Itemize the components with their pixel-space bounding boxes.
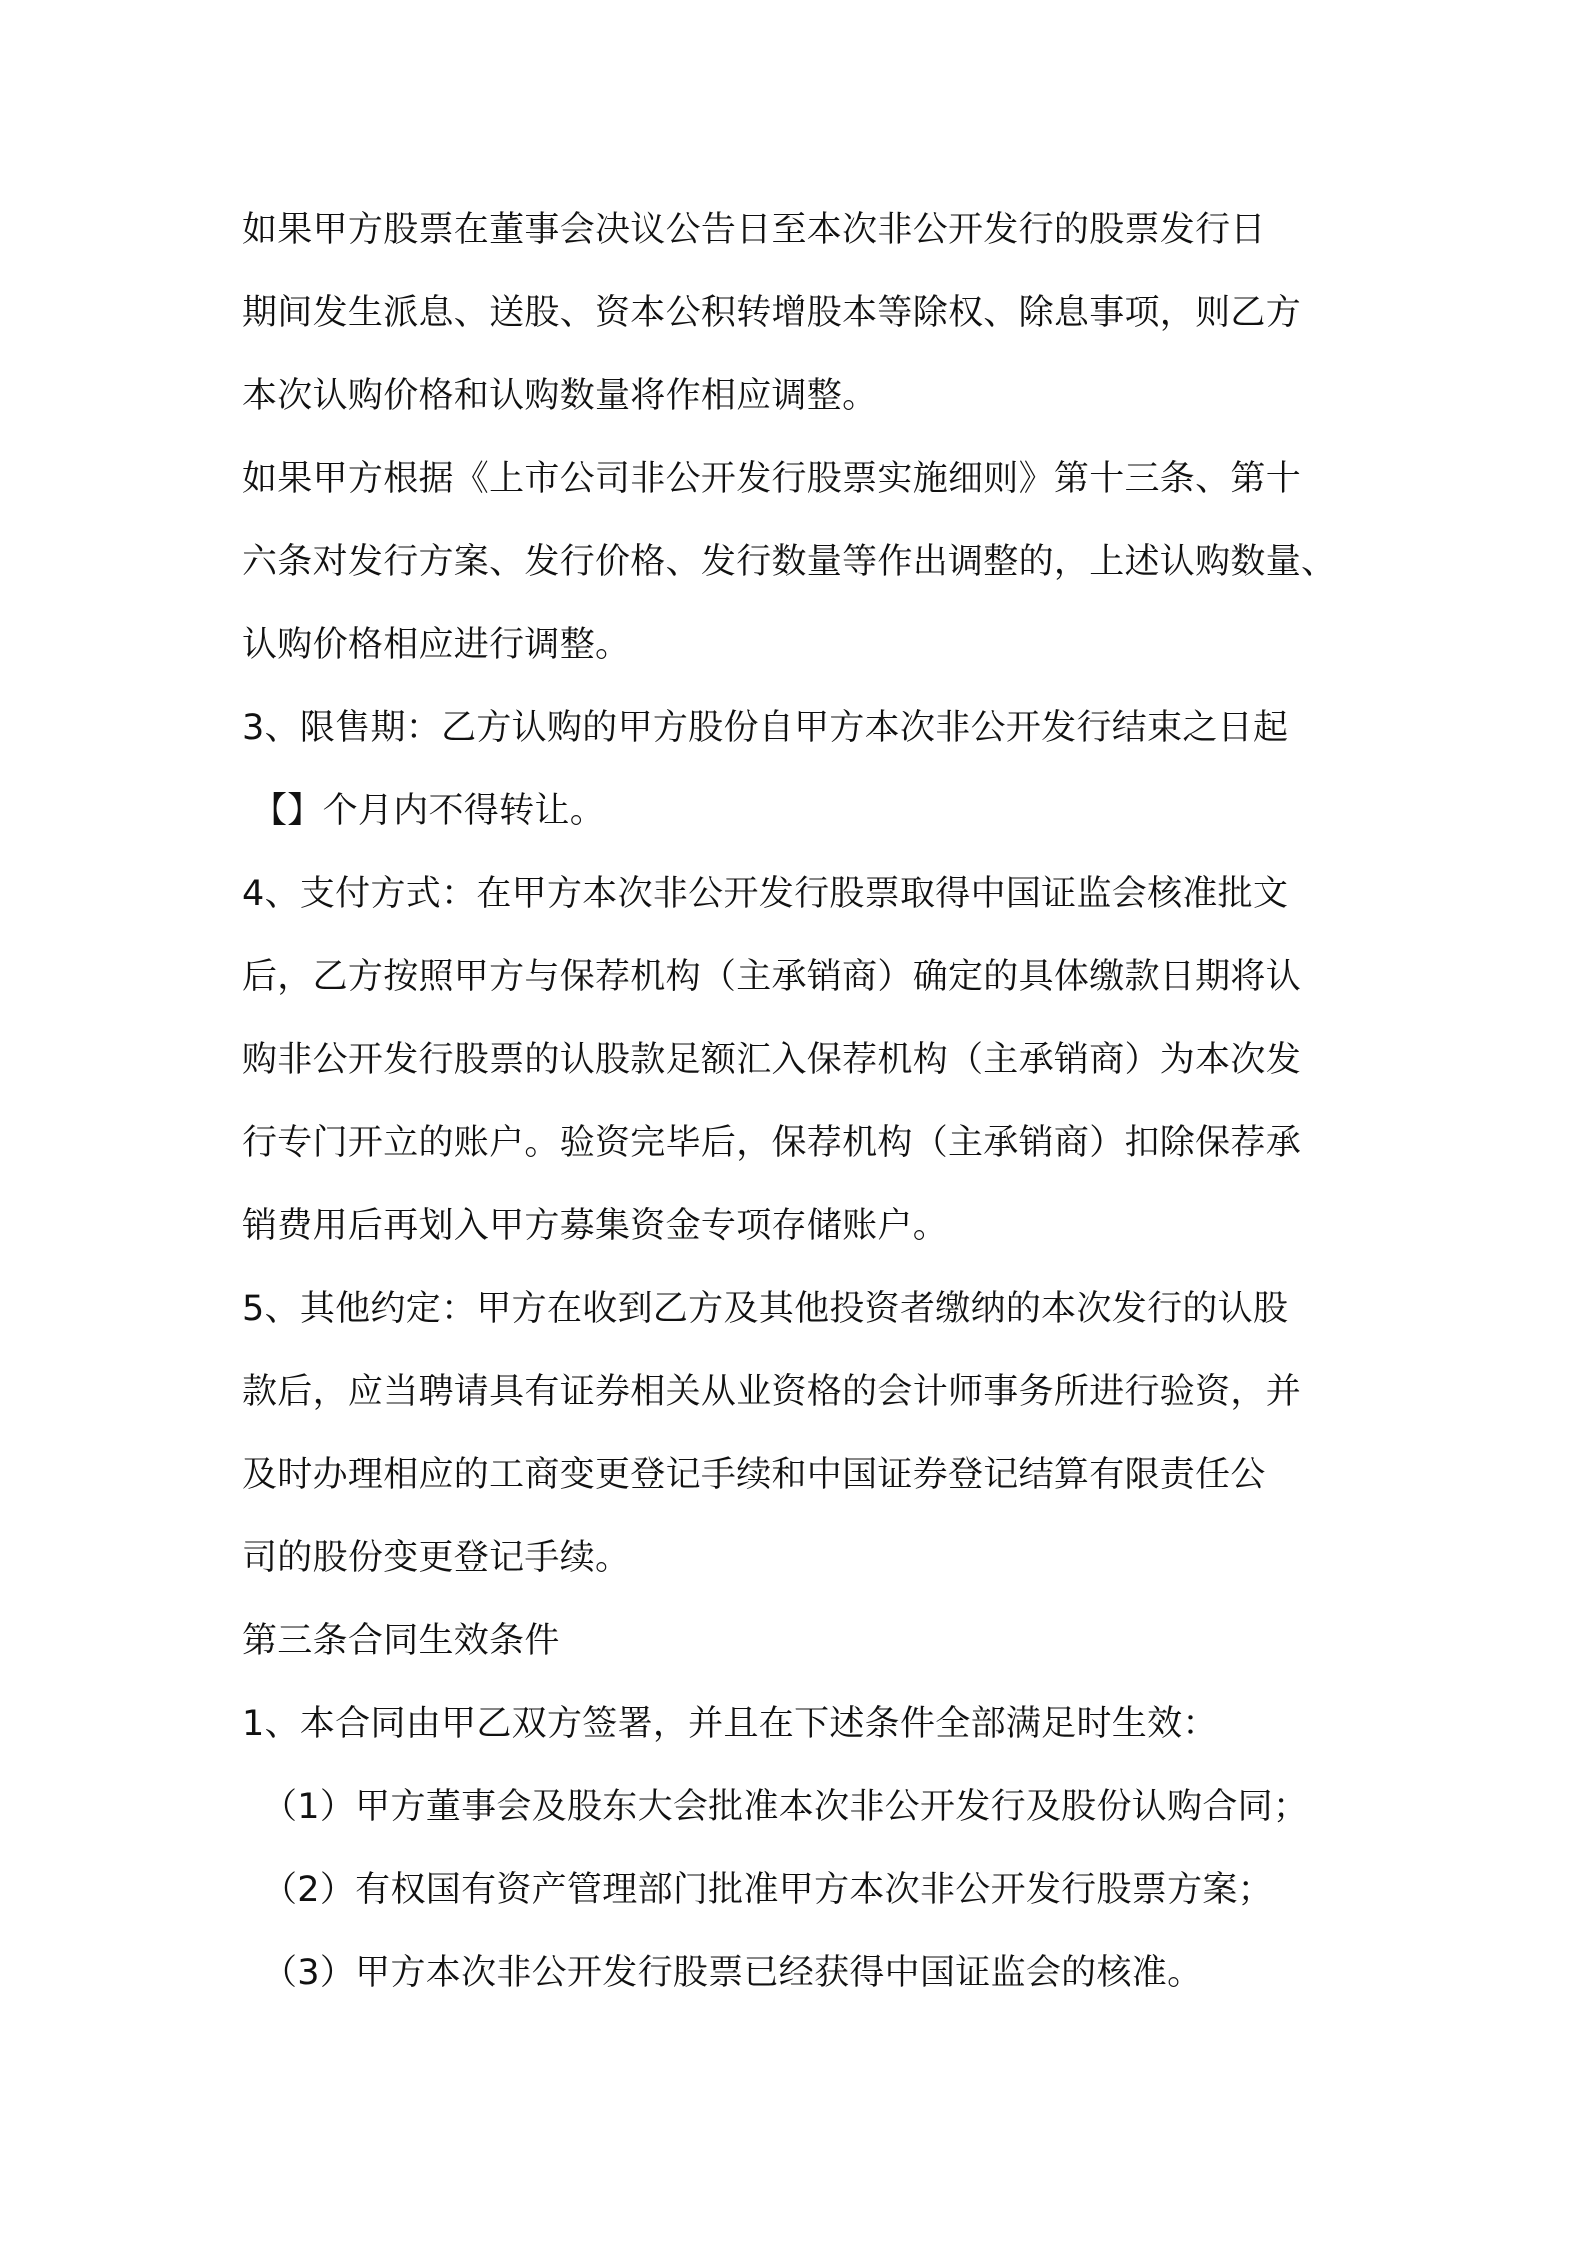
- clause-line: 司的股份变更登记手续。: [242, 1538, 631, 1578]
- paragraph-line: 六条对发行方案、发行价格、发行数量等作出调整的，上述认购数量、: [242, 542, 1337, 582]
- clause-line: 购非公开发行股票的认股款足额汇入保荐机构（主承销商）为本次发: [242, 1040, 1302, 1080]
- paragraph-line: 如果甲方股票在董事会决议公告日至本次非公开发行的股票发行日: [242, 210, 1266, 250]
- section-heading: 第三条合同生效条件: [242, 1621, 560, 1661]
- clause-line: 1、本合同由甲乙双方签署，并且在下述条件全部满足时生效：: [242, 1704, 1218, 1744]
- clause-line: 行专门开立的账户。验资完毕后，保荐机构（主承销商）扣除保荐承: [242, 1123, 1302, 1163]
- clause-line: 款后，应当聘请具有证券相关从业资格的会计师事务所进行验资，并: [242, 1372, 1302, 1412]
- paragraph-line: 认购价格相应进行调整。: [242, 625, 631, 665]
- clause-line: 后，乙方按照甲方与保荐机构（主承销商）确定的具体缴款日期将认: [242, 957, 1302, 997]
- paragraph-line: 期间发生派息、送股、资本公积转增股本等除权、除息事项，则乙方: [242, 293, 1302, 333]
- clause-line: 销费用后再划入甲方募集资金专项存储账户。: [242, 1206, 949, 1246]
- condition-item: （1）甲方董事会及股东大会批准本次非公开发行及股份认购合同；: [262, 1787, 1309, 1827]
- clause-line: 4、支付方式：在甲方本次非公开发行股票取得中国证监会核准批文: [242, 874, 1289, 914]
- clause-line: 3、限售期：乙方认购的甲方股份自甲方本次非公开发行结束之日起: [242, 708, 1289, 748]
- clause-line: 【】个月内不得转让。: [252, 791, 606, 831]
- paragraph-line: 本次认购价格和认购数量将作相应调整。: [242, 376, 878, 416]
- clause-line: 5、其他约定：甲方在收到乙方及其他投资者缴纳的本次发行的认股: [242, 1289, 1289, 1329]
- paragraph-line: 如果甲方根据《上市公司非公开发行股票实施细则》第十三条、第十: [242, 459, 1302, 499]
- clause-line: 及时办理相应的工商变更登记手续和中国证券登记结算有限责任公: [242, 1455, 1266, 1495]
- condition-item: （2）有权国有资产管理部门批准甲方本次非公开发行股票方案；: [262, 1870, 1273, 1910]
- condition-item: （3）甲方本次非公开发行股票已经获得中国证监会的核准。: [262, 1953, 1203, 1993]
